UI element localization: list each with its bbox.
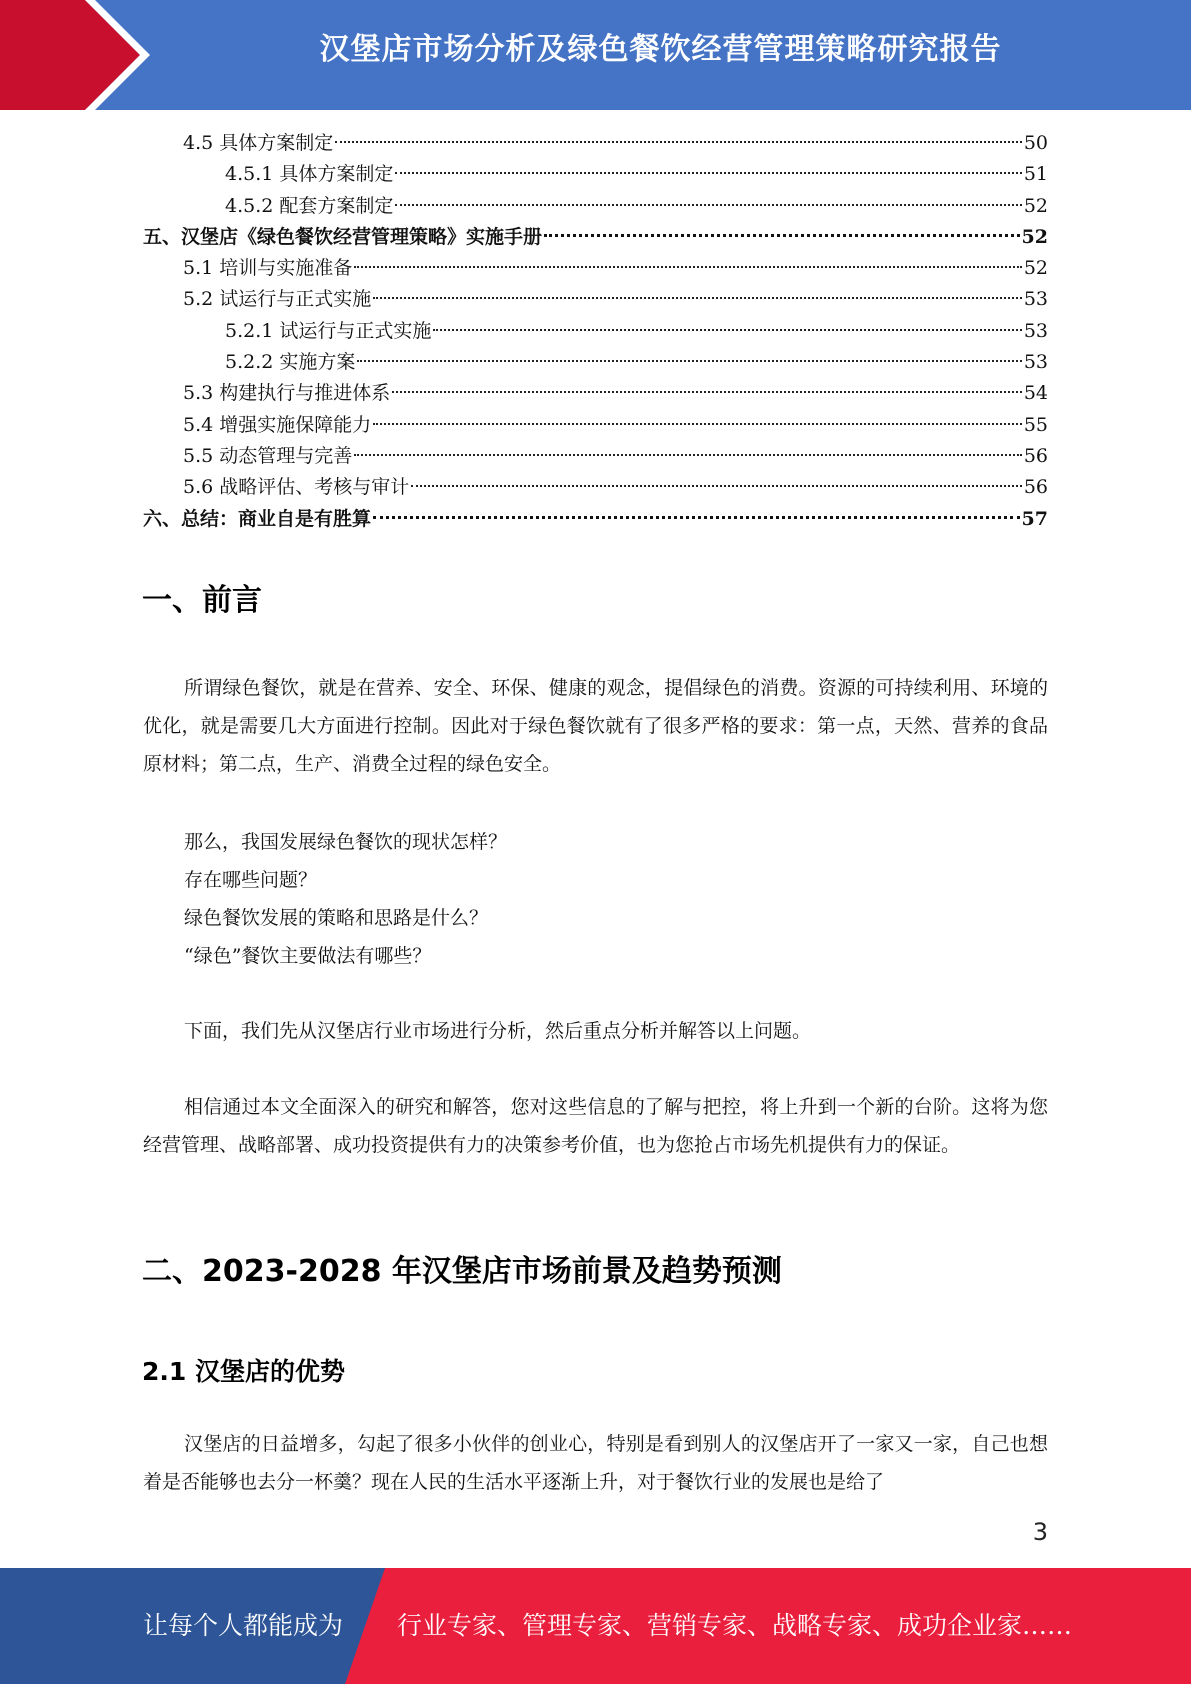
toc-entry[interactable]: [143, 316, 1048, 347]
question-line-2: 存在哪些问题？: [184, 869, 318, 891]
toc-entry-label: 4.5 具体方案制定: [183, 132, 334, 154]
toc-entry-label: 五、汉堡店《绿色餐饮经营管理策略》实施手册: [143, 225, 543, 248]
header-chevron-graphic: [0, 0, 160, 110]
section-heading-preface: 一、前言: [142, 583, 262, 618]
toc-entry-page: 54: [1023, 382, 1048, 405]
toc-entry-page: 53: [1023, 288, 1048, 311]
toc-dot-leader: [357, 360, 1021, 362]
toc-dot-leader: [392, 391, 1022, 393]
preface-paragraph-3: 相信通过本文全面深入的研究和解答，您对这些信息的了解与把控，将上升到一个新的台阶。这将为您经营管理、战略部署、成功投资提供有力的决策参考价值，也为您抢占市场先机提供有力的保证。: [143, 1096, 1048, 1156]
page-number: 3: [1032, 1518, 1048, 1546]
toc-dot-leader: [354, 454, 1022, 456]
toc-dot-leader: [373, 516, 1020, 519]
footer-slogan-left: 让每个人都能成为: [143, 1611, 344, 1640]
toc-entry-page: 57: [1021, 507, 1048, 530]
report-title: 汉堡店市场分析及绿色餐饮经营管理策略研究报告: [319, 32, 1002, 67]
page-footer: [0, 1568, 1191, 1684]
header-chevron-red: [0, 0, 140, 110]
page-header: [0, 0, 1191, 110]
toc-entry-page: 53: [1023, 319, 1048, 342]
toc-entry-page: 56: [1023, 476, 1048, 499]
toc-entry[interactable]: [143, 159, 1048, 190]
preface-paragraph-1: 所谓绿色餐饮，就是在营养、安全、环保、健康的观念，提倡绿色的消费。资源的可持续利用、环境的优化，就是需要几大方面进行控制。因此对于绿色餐饮就有了很多严格的要求：第一点，天然、营养的食品原材料；第二点，生产、消费全过程的绿色安全。: [143, 677, 1048, 775]
toc-entry-page: 55: [1023, 413, 1048, 436]
toc-dot-leader: [544, 234, 1020, 237]
toc-entry-page: 52: [1021, 225, 1048, 248]
toc-entry-label: 5.1 培训与实施准备: [183, 257, 353, 280]
toc-entry-label: 5.2.2 实施方案: [225, 351, 356, 374]
toc-entry-label: 5.3 构建执行与推进体系: [183, 382, 391, 405]
subsection-heading-advantages: 2.1 汉堡店的优势: [142, 1357, 345, 1386]
toc-entry[interactable]: [143, 441, 1048, 472]
table-of-contents: [143, 128, 1048, 535]
toc-entry[interactable]: [143, 472, 1048, 503]
question-line-3: 绿色餐饮发展的策略和思路是什么？: [184, 907, 489, 929]
toc-entry[interactable]: [143, 253, 1048, 284]
toc-entry-label: 4.5.2 配套方案制定: [225, 194, 394, 217]
toc-entry-label: 5.5 动态管理与完善: [183, 444, 353, 467]
toc-dot-leader: [395, 204, 1021, 206]
toc-entry[interactable]: [143, 222, 1048, 253]
toc-entry-page: 52: [1023, 194, 1048, 217]
toc-dot-leader: [373, 423, 1022, 425]
toc-entry[interactable]: [143, 347, 1048, 378]
toc-entry[interactable]: [143, 504, 1048, 535]
advantages-paragraph-1: 汉堡店的日益增多，勾起了很多小伙伴的创业心，特别是看到别人的汉堡店开了一家又一家，自己也想着是否能够也去分一杯羹？现在人民的生活水平逐渐上升，对于餐饮行业的发展也是给了: [143, 1433, 1048, 1493]
toc-entry-label: 4.5.1 具体方案制定: [225, 163, 394, 186]
toc-entry-page: 56: [1023, 444, 1048, 467]
toc-entry-label: 5.2.1 试运行与正式实施: [225, 319, 432, 342]
toc-entry[interactable]: [143, 128, 1048, 159]
preface-paragraph-2: 下面，我们先从汉堡店行业市场进行分析，然后重点分析并解答以上问题。: [184, 1020, 812, 1042]
toc-dot-leader: [411, 485, 1022, 487]
toc-entry[interactable]: [143, 378, 1048, 409]
toc-entry-page: 52: [1023, 257, 1048, 280]
toc-entry[interactable]: [143, 410, 1048, 441]
toc-entry[interactable]: [143, 191, 1048, 222]
toc-entry-label: 六、总结：商业自是有胜算: [143, 507, 372, 530]
question-line-1: 那么，我国发展绿色餐饮的现状怎样？: [184, 831, 508, 853]
toc-dot-leader: [373, 297, 1022, 299]
toc-entry[interactable]: [143, 284, 1048, 315]
toc-entry-label: 5.4 增强实施保障能力: [183, 413, 372, 436]
toc-dot-leader: [433, 329, 1021, 331]
section-heading-market-forecast: 二、2023-2028 年汉堡店市场前景及趋势预测: [142, 1254, 782, 1289]
footer-slogan-right: 行业专家、管理专家、营销专家、战略专家、成功企业家……: [397, 1611, 1073, 1640]
toc-entry-label: 5.6 战略评估、考核与审计: [183, 476, 410, 499]
toc-entry-page: 50: [1023, 132, 1048, 154]
toc-dot-leader: [335, 141, 1022, 143]
toc-entry-label: 5.2 试运行与正式实施: [183, 288, 372, 311]
toc-dot-leader: [395, 172, 1021, 174]
toc-dot-leader: [354, 266, 1022, 268]
toc-entry-page: 51: [1023, 163, 1048, 186]
question-line-4: “绿色”餐饮主要做法有哪些？: [184, 945, 432, 967]
toc-entry-page: 53: [1023, 351, 1048, 374]
